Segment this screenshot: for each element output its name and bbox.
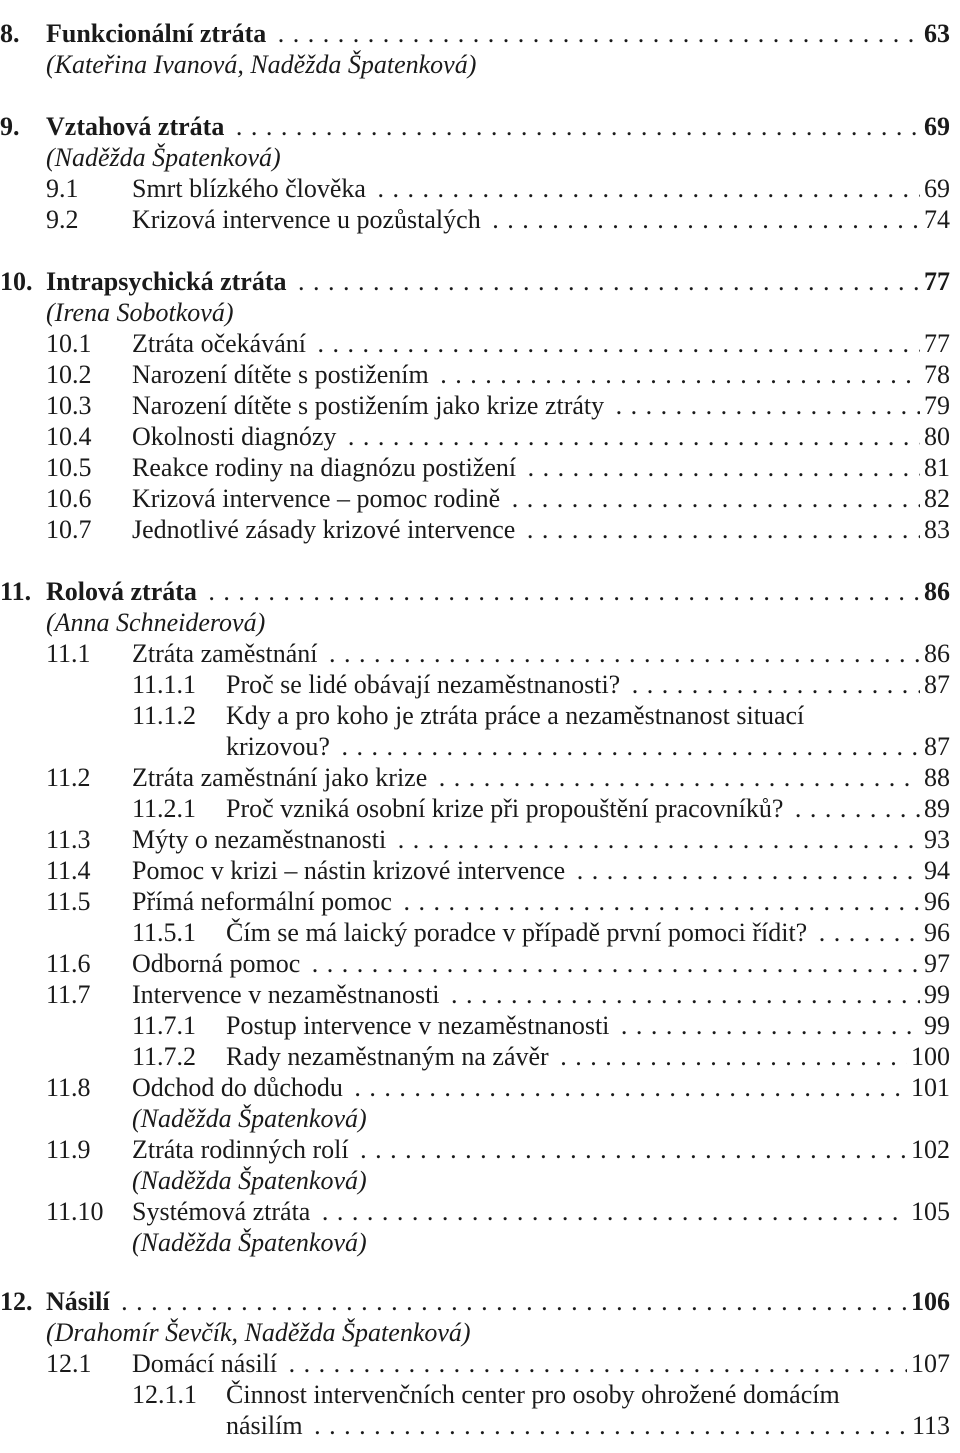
entry-title-line (132, 948, 946, 980)
entry-title-line (132, 762, 946, 794)
toc-entry-row (0, 793, 960, 825)
toc-entry-row (0, 452, 960, 484)
entry-number: 11.1.2 (132, 701, 197, 730)
entry-number: 11.5.1 (132, 918, 197, 947)
entry-title: Čím se má laický poradce v případě první pomoci řídit? (226, 918, 811, 947)
entry-title-line (132, 483, 946, 515)
entry-title: Narození dítěte s postižením jako krize ztráty (132, 391, 608, 420)
page-number: 93 (920, 824, 950, 856)
entry-number: 9.1 (46, 174, 79, 203)
entry-title-line (46, 111, 946, 143)
page-number: 83 (920, 514, 950, 546)
toc-entry-row (0, 855, 960, 887)
page-number: 88 (920, 762, 950, 794)
entry-number: 11.2.1 (132, 794, 197, 823)
author-credit: (Naděžda Špatenková) (132, 1104, 367, 1133)
author-credit: (Naděžda Špatenková) (132, 1228, 367, 1257)
toc-entry-row (0, 1196, 960, 1228)
page-number: 74 (920, 204, 950, 236)
entry-number: 11.4 (46, 856, 91, 885)
entry-title-line (132, 1348, 946, 1380)
entry-title: Ztráta očekávání (132, 329, 310, 358)
author-credit: (Anna Schneiderová) (46, 608, 266, 637)
toc-entry-row (0, 1103, 960, 1135)
entry-title: Krizová intervence u pozůstalých (132, 205, 485, 234)
entry-title: Smrt blízkého člověka (132, 174, 370, 203)
page-number: 113 (908, 1410, 950, 1442)
entry-number: 11. (0, 577, 32, 606)
entry-number: 11.8 (46, 1073, 91, 1102)
author-credit: (Kateřina Ivanová, Naděžda Špatenková) (46, 50, 477, 79)
toc-entry-row (0, 886, 960, 918)
entry-title-line (132, 328, 946, 360)
toc-entry-row (0, 421, 960, 453)
toc-entry-row (0, 359, 960, 391)
entry-title-line (226, 700, 946, 732)
toc-chapter-row (0, 111, 960, 143)
toc-entry-row (0, 1165, 960, 1197)
entry-title: násilím (226, 1411, 307, 1440)
entry-title: Intervence v nezaměstnanosti (132, 980, 444, 1009)
author-credit: (Naděžda Špatenková) (46, 143, 281, 172)
entry-number: 10.1 (46, 329, 92, 358)
entry-title-line (132, 452, 946, 484)
entry-number: 11.2 (46, 763, 91, 792)
entry-title: Ztráta zaměstnání (132, 639, 322, 668)
page-number: 80 (920, 421, 950, 453)
entry-number: 11.5 (46, 887, 91, 916)
toc-chapter-row (0, 1286, 960, 1318)
page-number: 86 (920, 576, 950, 608)
toc-entry-row (0, 731, 960, 763)
entry-number: 10.2 (46, 360, 92, 389)
entry-title: Intrapsychická ztráta (46, 267, 290, 296)
toc-entry-row (0, 297, 960, 329)
entry-title-line (132, 390, 946, 422)
entry-title-line (226, 793, 946, 825)
entry-title-line (226, 1410, 946, 1442)
page-number: 107 (907, 1348, 950, 1380)
page-number: 100 (907, 1041, 950, 1073)
page-number: 94 (920, 855, 950, 887)
entry-number: 12. (0, 1287, 33, 1316)
entry-title-line (132, 421, 946, 453)
toc-entry-row (0, 142, 960, 174)
entry-title: Ztráta zaměstnání jako krize (132, 763, 431, 792)
toc-entry-row (0, 49, 960, 81)
page-number: 86 (920, 638, 950, 670)
toc-chapter-row (0, 576, 960, 608)
entry-title: Systémová ztráta (132, 1197, 314, 1226)
entry-title: Kdy a pro koho je ztráta práce a nezaměstnanost situací (226, 701, 808, 730)
entry-number: 11.7 (46, 980, 91, 1009)
entry-title: Domácí násilí (132, 1349, 281, 1378)
entry-title: krizovou? (226, 732, 334, 761)
toc-entry-row (0, 762, 960, 794)
toc-entry-row (0, 483, 960, 515)
entry-number: 10. (0, 267, 33, 296)
entry-title: Rady nezaměstnaným na závěr (226, 1042, 553, 1071)
page-number: 77 (920, 328, 950, 360)
entry-title-line (226, 731, 946, 763)
toc-entry-row (0, 1317, 960, 1349)
page-number: 96 (920, 886, 950, 918)
entry-number: 8. (0, 19, 20, 48)
toc-entry-row (0, 669, 960, 701)
entry-number: 11.9 (46, 1135, 91, 1164)
entry-title-line (46, 1286, 946, 1318)
toc-chapter-row (0, 18, 960, 50)
entry-title: Odborná pomoc (132, 949, 304, 978)
entry-title: Vztahová ztráta (46, 112, 228, 141)
entry-title-line (132, 1072, 946, 1104)
entry-title-line (46, 266, 946, 298)
author-credit: (Irena Sobotková) (46, 298, 234, 327)
entry-number: 10.5 (46, 453, 92, 482)
entry-title-line (226, 917, 946, 949)
entry-number: 10.7 (46, 515, 92, 544)
page-number: 63 (920, 18, 950, 50)
page-number: 102 (907, 1134, 950, 1166)
page-number: 87 (920, 731, 950, 763)
page-number: 81 (920, 452, 950, 484)
page-number: 99 (920, 979, 950, 1011)
page-number: 87 (920, 669, 950, 701)
entry-title: Okolnosti diagnózy (132, 422, 340, 451)
entry-title-line (132, 979, 946, 1011)
entry-title-line (132, 886, 946, 918)
toc-entry-row (0, 700, 960, 732)
toc-chapter-row (0, 266, 960, 298)
entry-title: Proč vzniká osobní krize při propouštění pracovníků? (226, 794, 787, 823)
entry-number: 11.1 (46, 639, 91, 668)
entry-title: Narození dítěte s postižením (132, 360, 433, 389)
entry-title-line (226, 669, 946, 701)
entry-title-line (132, 638, 946, 670)
toc-entry-row (0, 638, 960, 670)
toc-entry-row (0, 1227, 960, 1259)
page-number: 97 (920, 948, 950, 980)
page-number: 77 (920, 266, 950, 298)
toc-entry-row (0, 328, 960, 360)
entry-title: Proč se lidé obávají nezaměstnanosti? (226, 670, 624, 699)
entry-number: 11.3 (46, 825, 91, 854)
page-number: 82 (920, 483, 950, 515)
page-number: 106 (907, 1286, 950, 1318)
entry-title-line (132, 173, 946, 205)
page-number: 99 (920, 1010, 950, 1042)
entry-title-line (132, 855, 946, 887)
toc-entry-row (0, 607, 960, 639)
entry-title-line (46, 18, 946, 50)
entry-title-line (226, 1010, 946, 1042)
entry-title: Přímá neformální pomoc (132, 887, 396, 916)
toc-entry-row (0, 1072, 960, 1104)
page-number: 96 (920, 917, 950, 949)
entry-title-line (132, 204, 946, 236)
entry-title-line (132, 514, 946, 546)
author-credit: (Drahomír Ševčík, Naděžda Špatenková) (46, 1318, 471, 1347)
toc-entry-row (0, 1134, 960, 1166)
author-credit: (Naděžda Špatenková) (132, 1166, 367, 1195)
entry-number: 11.1.1 (132, 670, 197, 699)
entry-title: Jednotlivé zásady krizové intervence (132, 515, 519, 544)
entry-number: 10.4 (46, 422, 92, 451)
entry-number: 12.1 (46, 1349, 92, 1378)
page-number: 69 (920, 111, 950, 143)
entry-title: Krizová intervence – pomoc rodině (132, 484, 504, 513)
entry-number: 10.3 (46, 391, 92, 420)
entry-title-line (46, 576, 946, 608)
entry-title: Postup intervence v nezaměstnanosti (226, 1011, 613, 1040)
entry-title: Mýty o nezaměstnanosti (132, 825, 390, 854)
entry-title-line (132, 824, 946, 856)
page-number: 69 (920, 173, 950, 205)
toc-entry-row (0, 1348, 960, 1380)
entry-title: Funkcionální ztráta (46, 19, 270, 48)
page-number: 78 (920, 359, 950, 391)
toc-entry-row (0, 824, 960, 856)
entry-title-line (132, 359, 946, 391)
entry-title: Odchod do důchodu (132, 1073, 347, 1102)
toc-entry-row (0, 948, 960, 980)
entry-title: Pomoc v krizi – nástin krizové intervence (132, 856, 569, 885)
toc-entry-row (0, 204, 960, 236)
entry-number: 11.7.1 (132, 1011, 197, 1040)
page-number: 105 (907, 1196, 950, 1228)
entry-number: 9. (0, 112, 20, 141)
toc-entry-row (0, 514, 960, 546)
entry-title: Činnost intervenčních center pro osoby ohrožené domácím (226, 1380, 844, 1409)
entry-number: 12.1.1 (132, 1380, 197, 1409)
page-number: 89 (920, 793, 950, 825)
entry-title-line (226, 1041, 946, 1073)
entry-title-line (226, 1379, 946, 1411)
entry-title-line (132, 1196, 946, 1228)
entry-title-line (132, 1134, 946, 1166)
toc-entry-row (0, 1041, 960, 1073)
entry-number: 11.6 (46, 949, 91, 978)
page-number: 79 (920, 390, 950, 422)
toc-entry-row (0, 917, 960, 949)
toc-entry-row (0, 173, 960, 205)
entry-title: Násilí (46, 1287, 114, 1316)
entry-number: 10.6 (46, 484, 92, 513)
entry-title: Rolová ztráta (46, 577, 201, 606)
entry-number: 9.2 (46, 205, 79, 234)
toc-entry-row (0, 390, 960, 422)
entry-title: Reakce rodiny na diagnózu postižení (132, 453, 520, 482)
toc-entry-row (0, 979, 960, 1011)
toc-entry-row (0, 1410, 960, 1442)
entry-number: 11.7.2 (132, 1042, 197, 1071)
toc-entry-row (0, 1379, 960, 1411)
page-number: 101 (907, 1072, 950, 1104)
entry-number: 11.10 (46, 1197, 104, 1226)
toc-entry-row (0, 1010, 960, 1042)
entry-title: Ztráta rodinných rolí (132, 1135, 353, 1164)
